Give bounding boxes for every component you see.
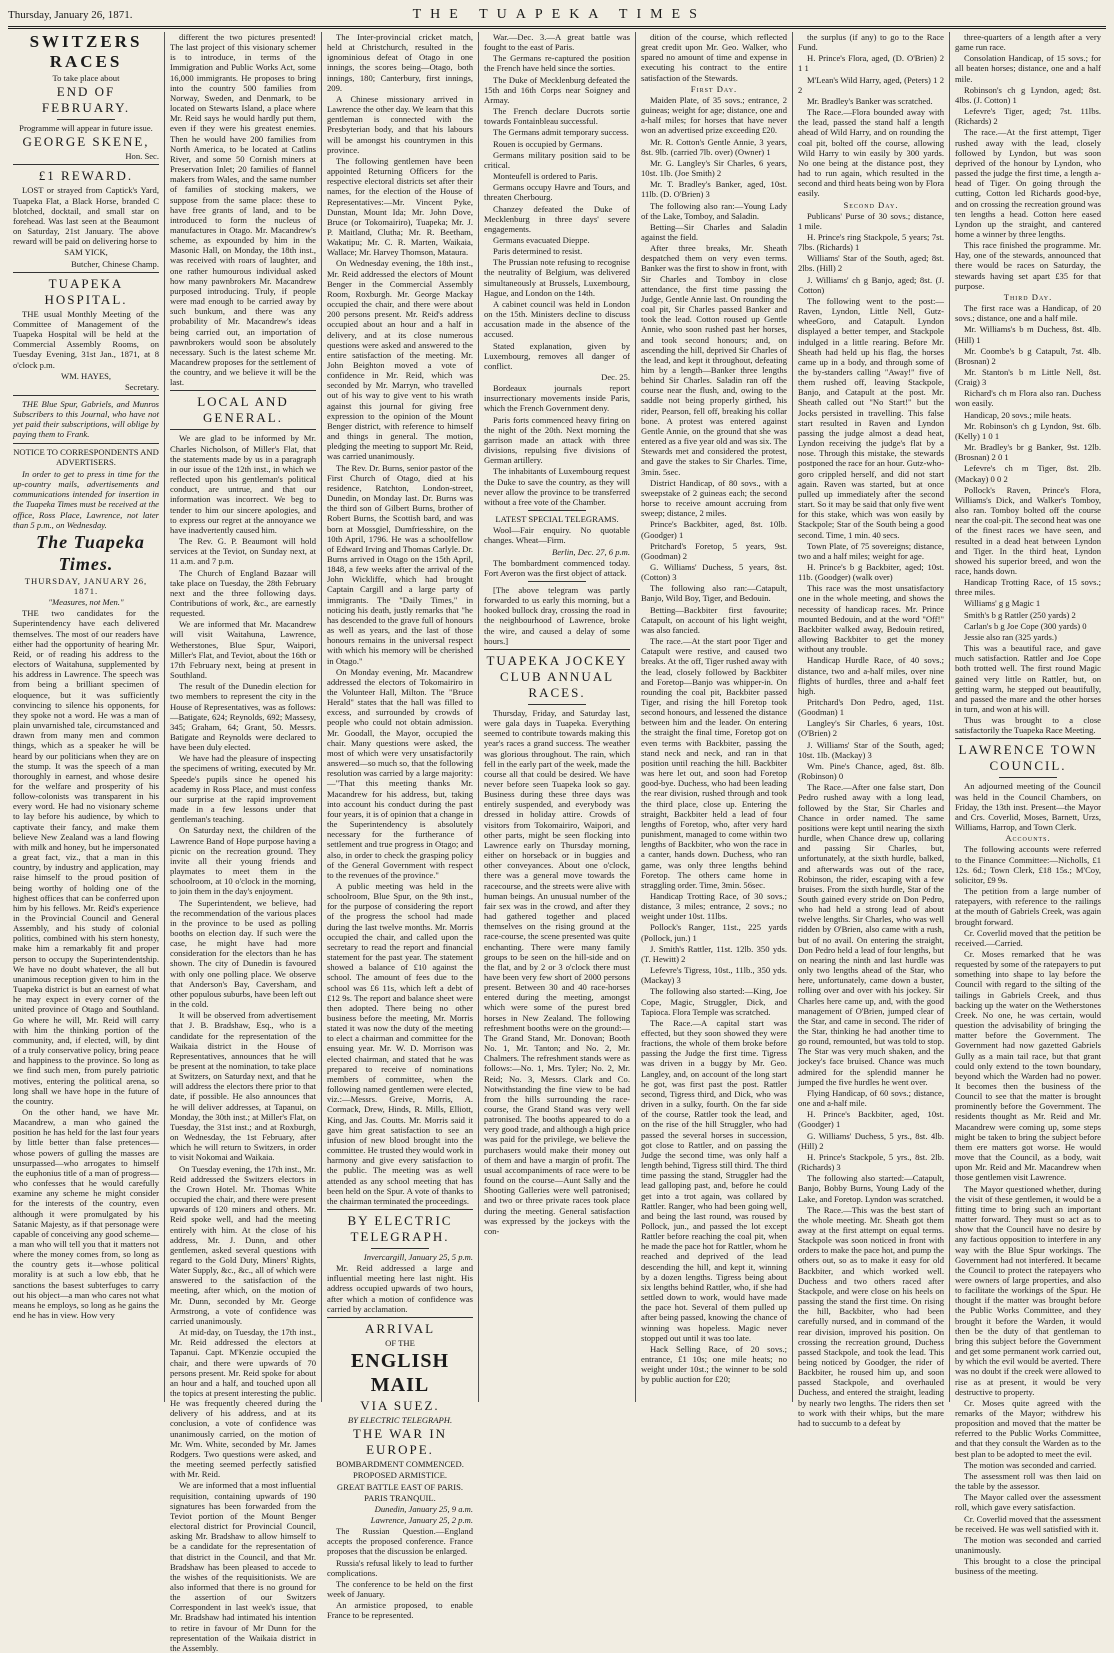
article-paragraph: Carlan's b g Joe Cope (300 yards) 0 — [964, 620, 1087, 631]
article-paragraph: PARIS TRANQUIL. — [364, 1492, 436, 1503]
article-paragraph: Bordeaux journals report insurrectionary movements inside Paris, which the French Government deny. — [484, 383, 630, 414]
article-paragraph: GREAT BATTLE EAST OF PARIS. — [336, 1481, 464, 1492]
article-paragraph: "Measures, not Men." — [48, 597, 124, 608]
column-rule — [13, 395, 159, 396]
article-paragraph: BY ELECTRIC TELEGRAPH. — [347, 1415, 453, 1426]
article-paragraph: Town Plate, of 75 sovereigns; distance, two and a half miles; weight for age. — [798, 540, 944, 561]
article-paragraph: Mr. Coombe's b g Catapult, 7st. 4lb. (Brosnan) 2 — [955, 345, 1101, 366]
article-paragraph: M'Lean's Wild Harry, aged, (Peters) 1 2 2 — [798, 74, 944, 95]
column-rule — [371, 1248, 429, 1249]
article-paragraph: TUAPEKA JOCKEY CLUB ANNUAL RACES. — [486, 652, 628, 700]
article-paragraph: Accounts. — [1005, 833, 1051, 844]
article-paragraph: SWITZERS RACES — [29, 32, 143, 71]
article-paragraph: Berlin, Dec. 27, 6 p.m. — [551, 546, 630, 557]
article-paragraph: The following also ran:—Young Lady of the Lake, Tomboy, and Saladin. — [641, 200, 787, 221]
column-rule — [13, 272, 159, 273]
article-paragraph: The following also ran:—Catapult, Banjo, Wild Boy, Tiger, and Bedouin. — [641, 583, 787, 604]
article-paragraph: Mr. Williams's b m Duchess, 8st. 4lb. (Hill) 1 — [955, 324, 1101, 345]
article-paragraph: Handicap Hurdle Race, of 40 sovs.; distance, two and a-half miles, over nine flights of hurdles, three and a-half feet high. — [798, 655, 944, 696]
article-paragraph: J. Williams' Star of the South, aged; 10st. 1lb. (Mackay) 3 — [798, 739, 944, 760]
article-paragraph: The motion was seconded and carried. — [964, 1459, 1097, 1470]
article-paragraph: A public meeting was held in the schoolroom, Blue Spur, on the 9th inst., for the purpose of considering the report of the progress the school had made during the last twelve months. Mr. Morris occupied the chair, and called upon the secretary to read the report and financial statement for the past year. The statement showed a balance of £10 against the school. The amount of fees due to the school was £6 11s, which left a debt of £12 9s. The report and balance sheet were then adopted. There being no other business before the meeting, Mr. Morris stated it was now the duty of the meeting to elect a chairman and committee for the ensuing year. Mr. W. D. Morrison was elected chairman, and stated that he was prepared to receive of nominations members of committee, when the following named gentlemen were elected, viz.:—Messrs. Greive, Morris, A. Cormack, Drew, Hinds, R. Mills, Elliott, King, and Jas. Coutts. Mr. Morris said it gave him great satisfaction to see an infusion of new blood brought into the committee. He trusted they would work in harmony and give every satisfaction to the public. The meeting was as well attended as any school meeting that has been held on the Spur. A vote of thanks to the chairman terminated the proceedings. — [327, 880, 473, 1206]
column-rule — [327, 1209, 473, 1210]
article-paragraph: H. Prince's Flora, aged, (D. O'Brien) 2 1 1 — [798, 53, 944, 74]
article-paragraph: THE two candidates for the Superintendency have each delivered themselves. The most of our readers have either had the opportunity of hearing Mr. Reid, or of reading his address to the electors of Waitahuna, supplemented by his address in Lawrence. The speech was from being a brilliant specimen of eloquence, but it was sufficiently convincing to silence his opponents, for they spoke not a word. He was a man of plain unvarnished tale, circumstanced and drawn from many men and common things, which as a speaker he will be heard by our politicians when they are on the stump. It was the speech of a man thoroughly in earnest, and whose desire for the welfare and prosperity of his follow-colonists was transparent in his every word. He had no visionary scheme to lay before his audience, by which to captivate their fancy, and make them believe New Zealand was a land flowing with milk and honey, but he impersonated a great fact, viz., that a man in this country, by industry and application, may raise himself to the proud position of being worthy of holding one of the highest offices that can be conferred upon him by his fellows. Mr. Reid's experience in the Provincial Council and General Assembly, and his study of colonial politics, combined with his stern honesty, make him a remarkably fit and proper person to occupy the Superintendentship. We have no doubt whatever, the all but unanimous reception given to him in the Tuapeka district is but an earnest of what he may expect in every corner of the united province of Otago and Southland. Go where he will, Mr. Reid will carry with him the thinking portion of the community, and, if elected, will, by dint of a truly conservative policy, bring peace and happiness to the province. So long as we find such men, from purely patriotic motives, entering the political arena, so long shall we have hope in the future of the country. — [13, 608, 159, 1106]
article-paragraph: Lefevre's Tigress, 10st., 11lb., 350 yds. (Mackay) 3 — [641, 965, 787, 986]
article-paragraph: The Tuapeka Times. — [36, 531, 145, 574]
columns — [8, 32, 1106, 1653]
article-paragraph: Maiden Plate, of 35 sovs.; entrance, 2 guineas; weight for age; distance, one and a-half miles; for horses that have never won an advertised prize exceeding £20. — [641, 94, 787, 136]
article-paragraph: The Mayor called over the assessment roll, which gave every satisfaction. — [955, 1492, 1101, 1513]
article-paragraph: This race was the most unsatisfactory one in the whole meeting, and shows the necessity of handicap races. Mr. Prince mounted Bedouin, and at the word "Off!" Backbiter walked away, Bedouin retired, allowing Backbiter to get the money without any trouble. — [798, 583, 944, 655]
article-paragraph: Mr. T. Bradley's Banker, aged, 10st. 11lb. (D. O'Brien) 3 — [641, 179, 787, 200]
article-paragraph: To take place about — [52, 73, 120, 83]
article-paragraph: The Race.—A capital start was effected, but they soon showed they were fractions, the whole of them broke before passing the Judge the first time. Tigress was driven in a buggy by Mr. Geo. Langley, and, on account of the long start he got, was first past the post. Rattler second, Tigress third, and Dick, who was driven in a sulky, fourth. On the far side of the course, Rattler took the lead, and on the rise of the hill Struggler, who had passed the several horses in succession, got close to Rattler, and on passing the Judge the second time, was only half a length behind, Tigress still third. The third time passing the stand, Struggler had the lead galloping past, and, before he could get into a trot again, was collared by Rattler. Ranger, who had been going well, and being the last round, was roused by Pollock, jun., and passed the lot except Rattler before reaching the coal pit, when he made the pace hot for Rattler, whom he reached and deprived of the lead descending the hill, and kept it, winning by a dozen lengths. Tigress being about six lengths behind Rattler, who, if she had settled down to work, would have made the pace hot. Several of them pulled up after being passed, knowing the chance of winning was hopeless. Magic never stopped out until it was too late. — [641, 1017, 787, 1343]
column-7 — [950, 32, 1106, 1577]
article-paragraph: THE WAR IN EUROPE. — [352, 1426, 448, 1458]
article-paragraph: H. Prince's b g Backbiter, aged; 10st. 11b. (Goodger) (walk over) — [798, 561, 944, 583]
article-paragraph: Consolation Handicap, of 15 sovs.; for all beaten horses; distance, one and a half mile. — [955, 53, 1101, 84]
article-paragraph: District Handicap, of 80 sovs., with a sweepstake of 2 guineas each; the second horse to receive amount accruing from sweep; distance, 2 miles. — [641, 477, 787, 519]
article-paragraph: BY ELECTRIC TELEGRAPH. — [347, 1212, 453, 1244]
article-paragraph: Secretary. — [124, 381, 159, 392]
article-paragraph: Betting—Sir Charles and Saladin against the field. — [641, 221, 787, 242]
article-paragraph: three-quarters of a length after a very game run race. — [955, 32, 1101, 53]
article-paragraph: We are informed that Mr. Macandrew will visit Waitahuna, Lawrence, Wetherstones, Blue Spur, Waipori, Miller's Flat, and Teviot, about the 16th or 17th February next, being at present in Southland. — [170, 619, 316, 681]
article-paragraph: Mr. G. Langley's Sir Charles, 6 years, 10st. 1lb. (Joe Smith) 2 — [641, 157, 787, 179]
article-paragraph: The Rev. Dr. Burns, senior pastor of the First Church of Otago, died at his residence, Ratchton, London-street, Dunedin, on Monday last. Dr. Burns was the third son of Gilbert Burns, brother of Robert Burns, the Scottish bard, and was born at Mossgiel, Dumfriesshire, on the 10th April, 1796. He was a schoolfellow of Edward Irving and Thomas Carlyle. Dr. Burns arrived in Otago on the 15th April, 1848, a few weeks after the arrival of the John Wickliffe, which had brought Captain Cargill and a large party of immigrants. The "Daily Times," in noticing his death, justly remarks that "he has descended to the grave full of honours as well as years, and the last of those honours remains in the universal respect with which his memory will be cherished in Otago." — [327, 462, 473, 666]
article-paragraph: Cr. Moses remarked that he was requested by some of the ratepayers to put something into shape to lay before the Council with regard to the silting of the tailings in Gabriels Creek, and thus backing up the water on the Wetherstones Creek. No one, he was certain, would question the advisability of bringing the matter before the Government. The Government had now gazetted Gabriels Gully as a main tail race, but that grant could only extend to the town boundary, beyond which the Warden had no power. It becomes then the business of the Council to see that the matter is brought prominently before the Government. The residents thought as Mr. Reid and Mr. Macandrew were coming up, some steps might be taken to bring the subject before them ere matters got worse. He would move that the Council, as a body, wait upon Mr. Reid and Mr. Macandrew when those gentlemen visit Lawrence. — [955, 948, 1101, 1183]
article-paragraph: The Germans re-captured the position the French have held since the sorties. — [484, 53, 630, 74]
article-paragraph: The Church of England Bazaar will take place on Tuesday, the 28th February next and the three following days. Contributions of work, &c., are earnestly requested. — [170, 567, 316, 619]
column-rule — [13, 443, 159, 444]
article-paragraph: Wool—Fair enquiry. No quotable changes. Wheat—Firm. — [484, 525, 630, 546]
article-paragraph: BOMBARDMENT COMMENCED. — [336, 1459, 464, 1470]
article-paragraph: Third Day. — [1003, 291, 1053, 302]
column-rule — [484, 649, 630, 650]
article-paragraph: Jessie also ran (325 yards.) — [964, 631, 1057, 642]
article-paragraph: The race.—At the start poor Tiger and Catapult were restive, and caused two breaks. At the off, Tiger rushed away with the lead, closely followed by Backbiter and Foretop—Banjo was whipper-in. On rounding the coal pit, Backbiter passed Tiger, and rising the hill Foretop took second honours, and lessened the distance between him and the leader. On entering the straight the final time, Foretop got on even terms with Backbiter, passing the stand neck and neck, and ran in that position until reaching the hill. Backbiter was here let out, and soon had Foretop good-bye. Duchess, who had been leading the rear division, rushed through and took the third place, close up. Entering the straight, Backbiter held a lead of four lengths of Foretop, who, after very hard punishment, managed to come within two lengths of Backbiter, who won the race in a canter, hands down. Duchess, who ran game, was only three lengths behind Foretop. The others came home in straggling order. Time, 3min. 56sec. — [641, 636, 787, 890]
article-paragraph: Mr. Bradley's Banker was scratched. — [807, 95, 933, 106]
article-paragraph: The following gentlemen have been appointed Returning Officers for the respective electoral districts set after their names, for the election of the House of Representatives:—Mr. Vincent Pyke, Dunstan, Mount Ida; Mr. John Dove, Bruce (or Tokomairiro), Tuapeka; Mr. J. P. Maitland, Clutha; Mr. R. Beetham, Wakatipu; Mr. C. R. Marten, Waikaia, Wallace; Mr. Harvey Thomson, Mataura. — [327, 155, 473, 258]
article-paragraph: Dunedin, January 25, 9 a.m. — [374, 1503, 473, 1514]
article-paragraph: The race.—At the first attempt, Tiger rushed away with the lead, closely followed by Lyndon, but was soon deprived of the honour by Lyndon, who passed the judge the first time, a length a-head of Tiger. On going through the cutting, Cotton led Richards good-bye, and on crossing the recreation ground was ten lengths a head. Cotton here eased Lyndon up the straight, and cantered home a winner by three lengths. — [955, 127, 1101, 239]
article-paragraph: VIA SUEZ. — [360, 1398, 440, 1414]
article-paragraph: The Race.—After one false start, Don Pedro rushed away with a long lead, followed by the Star, Sir Charles and Chance in order named. The same positions were kept until nearing the sixth hurdle, when Chance drew up, collaring and passing Sir Charles, but, unfortunately, at the sixth hurdle, balked, and afterwards was out of the race, Robinson, the rider, escaping with a few bruises. From the sixth hurdle, Star of the South gained every stride on Don Pedro, who had held a strong lead of about twelve lengths. Sir Charles, who was well ridden by O'Brien, also came with a rush, but of no avail. On entering the straight, Don Pedro held a lead of four lengths, but on nearing the ninth and last hurdle was only two lengths ahead of the Star, who here, unfortunately, came down a buster, rolling over and over with his jockey. Sir Charles here came up, and, with the good management of O'Brien, jumped clear of the Star, and came in second. The rider of the Star, thinking he had another time to go round, remounted, but was told to stop. The Star was very much shaken, and the jockey's face bruised. Chance was much admired for the splendid manner he jumped the five hurdles he went over. — [798, 782, 944, 1087]
column-5 — [636, 32, 793, 1402]
article-paragraph: Handicap Trotting Race, of 15 sovs.; three miles. — [955, 577, 1101, 598]
article-paragraph: OF THE — [385, 1337, 415, 1348]
column-1 — [8, 32, 165, 1402]
article-paragraph: On the other hand, we have Mr. Macandrew, a man who gained the position he has held for the last four years by little better than false pretences—whose powers of gulling the masses are unsurpassed—who arrogates to himself the euphonius title of a man of progress—who confesses that he would carefully examine any scheme he might consider for the interests of the country, even although it were promulgated by his Satanic Majesty, as if that personage were capable of conceiving any good scheme—a man who will tell you that it matters not where the money comes from, so long as the country gets it—whose political morality is at such a low ebb, that he sanctions the basest subterfuges to carry out his object—a man who cares not what means he employs, so long as he gains the end he has in view. How very — [13, 1106, 159, 1321]
article-paragraph: Butcher, Chinese Champ. — [71, 258, 159, 269]
article-paragraph: LOCAL AND GENERAL. — [197, 394, 289, 426]
article-paragraph: Invercargill, January 25, 5 p.m. — [363, 1251, 473, 1262]
article-paragraph: Germans occupy Havre and Tours, and threaten Cherbourg. — [484, 182, 630, 203]
article-paragraph: The Duke of Mecklenburg defeated the 15th and 16th Corps near Soigney and Armay. — [484, 74, 630, 105]
column-rule — [170, 429, 316, 430]
article-paragraph: The following also started:—Catapult, Banjo, Bobby Burns, Young Lady of the Lake, and Foretop. Lyndon was scratched. — [798, 1173, 944, 1204]
column-rule — [170, 390, 316, 391]
article-paragraph: Langley's Sir Charles, 6 years, 10st. (O'Brien) 2 — [798, 718, 944, 739]
article-paragraph: Richard's ch m Flora also ran. Duchess won easily. — [955, 388, 1101, 409]
article-paragraph: Chanzey defeated the Duke of Mecklenburg in three days' severe engagements. — [484, 203, 630, 234]
column-rule — [955, 738, 1101, 739]
article-paragraph: Mr. Stanton's b m Little Nell, 8st. (Craig) 3 — [955, 367, 1101, 388]
article-paragraph: After three breaks, Mr. Sheath despatched them on very even terms. Banker was the first to show in front, with Sir Charles and Tomboy in close attendance, the first time passing the Judge, Gentle Annie last. On rounding the coal pit, Sir Charles passed Banker and took the lead. Cotton roused up Gentle Annie, who soon rushed past her horses, and took second honours; and, on ascending the hill, deprived Sir Charles of the lead, and kept it throughout, defeating him by a length—Banker three lengths behind Sir Charles. Saladin ran off the course near the flush, and, owing to the saddle not being properly girthed, his rider, Pearson, fell off, breaking his collar bone. A protest was entered against Gentle Annie, on the ground that she was entered as a five year old and was six. The Stewards met and considered the protest, and gave the stakes to Sir Charles. Time, 3min. 5sec. — [641, 243, 787, 477]
article-paragraph: Williams' Star of the South, aged; 8st. 2lbs. (Hill) 2 — [798, 253, 944, 274]
column-rule — [999, 777, 1057, 778]
article-paragraph: The following also started:—King, Joe Cope, Magic, Struggler, Dick, and Tapioca. Flora Temple was scratched. — [641, 986, 787, 1017]
article-paragraph: Hack Selling Race, of 20 sovs.; entrance, £1 10s; one mile heats; no weight under 10st.; the winner to be sold by public auction for £20; — [641, 1343, 787, 1385]
article-paragraph: The inhabitants of Luxembourg request the Duke to save the country, as they will never allow the province to be transferred without a free vote of the Chamber. — [484, 466, 630, 507]
article-paragraph: Cr. Coverlid moved that the assessment be received. He was well satisfied with it. — [955, 1513, 1101, 1534]
article-paragraph: The petition from a large number of ratepayers, with reference to the railings at the mouth of Gabriels Creek, was again brought forward. — [955, 886, 1101, 927]
article-paragraph: Stated explanation, given by Luxembourg, removes all danger of conflict. — [484, 340, 630, 371]
article-paragraph: Lefevre's Tiger, aged; 7st. 11lbs. (Richards) 2 — [955, 106, 1101, 127]
article-paragraph: Mr. Reid addressed a large and influential meeting here last night. His address occupied upwards of two hours, after which a motion of confidence was carried by acclamation. — [327, 1263, 473, 1314]
article-paragraph: G. Williams' Duchess, 5 years, 8st. (Cotton) 3 — [641, 561, 787, 583]
column-rule — [13, 164, 159, 165]
article-paragraph: H. Prince's Backbiter, aged, 10st. (Goodger) 1 — [798, 1109, 944, 1130]
article-paragraph: Cr. Coverlid moved that the petition be received.—Carried. — [955, 927, 1101, 948]
article-paragraph: Pollock's Raven, Prince's Flora, Williams's Dick, and Walker's Tomboy, also ran. Tomboy bolted off the course near the coal-pit. The second heat was one of the finest races we have seen, and resulted in a dead heat between Lyndon and Tiger. In the third heat, Lyndon showed his superior breed, and won the race, hands down. — [955, 484, 1101, 576]
article-paragraph: Paris forts commenced heavy firing on the night of the 20th. Next morning the garrison made an attack with three divisions, repulsing five divisions of German artillery. — [484, 414, 630, 466]
article-paragraph: The Inter-provincial cricket match, held at Christchurch, resulted in the ignominious defeat of Otago in one innings, the scores being—Otago, both innings, 180; Canterbury, first innings, 209. — [327, 32, 473, 93]
article-paragraph: We are informed that a most influential requisition, containing upwards of 190 signatures has been forwarded from the Teviot portion of the Mount Benger electoral district for Provincial Council, asking Mr. Bradshaw to allow himself to be a candidate for the representation of that district in the Council, and that Mr. Bradshaw has been pleased to accede to the wishes of the requisitionists. We are also informed that there is no ground for the assertion of our Switzers Correspondent in last week's issue, that Mr. Bradshaw had intimated his intention to retire in favour of Mr Dunn for the representation of the Waikaia district in the Assembly. — [170, 1480, 316, 1653]
article-paragraph: Prince's Backbiter, aged, 8st. 10lb. (Goodger) 1 — [641, 519, 787, 540]
column-rule — [57, 119, 115, 120]
article-paragraph: A Chinese missionary arrived in Lawrence the other day. We learn that this gentleman is connected with the Presbyterian body, and that his labours will be amongst his countrymen in this province. — [327, 93, 473, 155]
article-paragraph: Germans evacuated Dieppe. — [493, 234, 590, 245]
article-paragraph: First Day. — [690, 83, 738, 94]
article-paragraph: A cabinet council was held in London on the 15th. Ministers decline to discuss accusation made in the absence of the accused. — [484, 298, 630, 340]
column-rule — [528, 510, 586, 511]
article-paragraph: Williams' g g Magic 1 — [964, 598, 1041, 609]
column-4 — [479, 32, 636, 1402]
article-paragraph: We have had the pleasure of inspecting the specimens of writing, executed by Mr. Speede's pupils since he opened his academy in Ross Place, and must confess our surprise at the rapid improvement made in a few lessons under that gentleman's teaching. — [170, 753, 316, 825]
article-paragraph: Cr. Moses quite agreed with the remarks of the Mayor; withdrew his proposition and moved that the matter be referred to the Public Works Committee, and that they consult the Warden as to the best plan to be adopted to meet the evil. — [955, 1397, 1101, 1459]
article-paragraph: The motion was seconded and carried unanimously. — [955, 1534, 1101, 1556]
article-paragraph: At mid-day, on Tuesday, the 17th inst., Mr. Reid addressed the electors at Tapanui. Capt. M'Kenzie occupied the chair, and there were upwards of 70 persons present. Mr. Reid spoke for about an hour and a half, and touched upon all the topics at present interesting the public. He was frequently cheered during the delivery of his address, and at its conclusion, a vote of confidence was unanimously carried, on the motion of Mr. Wm. White, seconded by Mr. James Rodgers. Two questions were asked, and the meeting seemed perfectly satisfied with Mr. Reid. — [170, 1327, 316, 1480]
article-paragraph: Flying Handicap, of 60 sovs.; distance, one and a-half mile. — [798, 1087, 944, 1109]
article-paragraph: Thus was brought to a close satisfactorily the Tuapeka Race Meeting. — [955, 715, 1101, 736]
article-paragraph: The Russian Question.—England accepts the proposed conference. France proposes that the discussion be enlarged. — [327, 1526, 473, 1557]
article-paragraph: The Race.—Flora bounded away with the lead, passed the stand half a length ahead of Wild Harry, and on rounding the coal pit, bolted off the course, allowing Wild Harry to win easily by 300 yards. No one being at the distance post, they had to run again, which resulted in the second and third heats being won by Flora easily. — [798, 107, 944, 199]
article-paragraph: The Mayor questioned whether, during the visit of these gentlemen, it would be a fitting time to bring such an important matter forward. They must so act as to show that the Council have no desire by any factious opposition to interfere in any way with the Blue Spur workings. The Government had not interfered. It became the Council to protect the ratepayers who were owners of large properties, and also to facilitate the workings of the Spur. He thought if the matter was brought before the Public Works Committee, and they brought it before the Warden, it would then be the duty of that gentleman to bring this subject before the Government and get some permanent work carried out, by which the evil would be averted. There was no doubt if the creek were allowed to rise as at present, it would be very destructive to property. — [955, 1183, 1101, 1397]
article-paragraph: dition of the course, which reflected great credit upon Mr. Geo. Walker, who spared no amount of time and expense in executing his contract to the entire satisfaction of the Stewards. — [641, 32, 787, 83]
article-paragraph: On Monday evening, Mr. Macandrew addressed the electors of Tokomairiro in the Volunteer Hall, Milton. The "Bruce Herald" states that the hall was filled to excess, and surrounded by crowds of people who could not obtain admission. Mr. Goodall, the Mayor, occupied the chair. Many questions were asked, the most of which were very unsatisfactorily answered—so much so, that the following resolution was carried by a large majority:—"That this meeting thanks Mr. Macandrew for his address, but, taking into account his conduct during the past four years, it is of opinion that a change in the Superintendency is absolutely necessary for the furtherance of settlement and true progress in Otago; and also, in order to check the grasping policy of the General Government with respect to the revenues of the province." — [327, 666, 473, 880]
masthead-rule — [8, 26, 1106, 27]
article-paragraph: War.—Dec. 3.—A great battle was fought to the east of Paris. — [484, 32, 630, 53]
article-paragraph: LATEST SPECIAL TELEGRAMS. — [495, 514, 619, 525]
article-paragraph: The French declare Ducrots sortie towards Fontainbleau successful. — [484, 106, 630, 127]
article-paragraph: The following went to the post:—Raven, Lyndon, Little Nell, Gutz-wheeGoro, and Catapult. Lyndon displayed a better temper, and Stackpole indulged in a little rearing. Before Mr. Sheath had held up his flag, the horses came up in a body, and through some of the by-standers calling "Away!" five of them rushed off, leaving Stackpole, Banjo, and Catapult at the post. Mr. Sheath called out "No Start!" but the Jocks persisted in travelling. This false start resulted in Raven and Lyndon passing the judge almost a dead heat, Lyndon receiving the judge's flat by a nose. Through this mistake, the stewards postponed the race for an hour. Gutz-who-goro crippled herself, and did not start again. Raven was started, but at once pulled up immediately after the second start. So it may be said that only five went for this stake, which was won easily by Stackpole; Star of the South being a good second. Time, 1 min. 40 secs. — [798, 295, 944, 540]
article-paragraph: The Rev. G. P. Beaumont will hold services at the Teviot, on Sunday next, at 11 a.m. and 7 p.m. — [170, 536, 316, 567]
article-paragraph: H. Prince's ring Stackpole, 5 years; 7st. 7lbs. (Richards) 1 — [798, 231, 944, 253]
article-paragraph: Mr. R. Cotton's Gentle Annie, 3 years, 8st. 9lb. (carried 7lb. over) (Owner) 1 — [641, 136, 787, 157]
article-paragraph: Monteufell is ordered to Paris. — [493, 171, 598, 182]
article-paragraph: G. Williams' Duchess, 5 yrs., 8st. 4lb. (Hill) 2 — [798, 1130, 944, 1151]
column-6 — [793, 32, 950, 1428]
article-paragraph: GEORGE SKENE, — [22, 134, 150, 150]
article-paragraph: The Prussian note refusing to recognise the neutrality of Belgium, was delivered simultaneously at Brussels, Luxembourg, Hague, and London on the 14th. — [484, 257, 630, 298]
column-rule — [528, 704, 586, 705]
article-paragraph: The Superintendent, we believe, had the recommendation of the various places in the province to be used as polling booths on election day. If such were the case, he might have had more consideration for the electors than he has shown. The city of Dunedin is favoured with only one polling place. We observe that Anderson's Bay, Caversham, and other populous suburbs, have been left out in the cold. — [170, 897, 316, 1010]
article-paragraph: It will be observed from advertisement that J. B. Bradshaw, Esq., who is a candidate for the representation of the Waikaia district in the House of Representatives, announces that he will be present at the nomination, to take place at Switzers, on Saturday next, and that he will address the electors there prior to that date, if possible. He also announces that he will deliver addresses, at Tapanui, on Monday, the 30th inst.; at Miller's Flat, on Tuesday, the 31st inst.; and at Roxburgh, on Wednesday, the 1st February, after which he will return to Switzers, in order to visit Nokomai and Waikaia. — [170, 1010, 316, 1163]
article-paragraph: [The above telegram was partly forwarded to us early this morning, but a hooked bullock dray, crossing the road in the neighbourhood of Lawrence, broke the wire, and caused a delay of some hours.] — [484, 584, 630, 646]
article-paragraph: Second Day. — [843, 199, 899, 210]
article-paragraph: This brought to a close the principal business of the meeting. — [955, 1556, 1101, 1577]
article-paragraph: THE Blue Spur, Gabriels, and Munros Subscribers to this Journal, who have not yet paid their subscriptions, will oblige by paying them to Frank. — [13, 398, 159, 440]
article-paragraph: £1 REWARD. — [38, 168, 134, 184]
article-paragraph: Betting—Backbiter first favourite; Catapult, on account of his light weight, was also fancied. — [641, 604, 787, 635]
article-paragraph: Handicap, 20 sovs.; mile heats. — [964, 409, 1072, 420]
article-paragraph: Robinson's ch g Lyndon, aged; 8st. 4lbs. (J. Cotton) 1 — [955, 84, 1101, 105]
article-paragraph: TUAPEKA HOSPITAL. — [44, 275, 128, 307]
article-paragraph: On Tuesday evening, the 17th inst., Mr. Reid addressed the Switzers electors in the Crown Hotel. Mr. Thomas White occupied the chair, and there were present upwards of 120 miners and others. Mr. Reid spoke well, and had the meeting entirely with him. At the close of his address, Mr. J. Dunn, and other gentlemen, asked several questions with regard to the Gold Duty, Miners' Rights, Water Supply, &c., &c., all of which were answered to the satisfaction of the meeting, after which, on the motion of Mr. Dunn, seconded by Mr. George Armstrong, a vote of confidence was carried unanimously. — [170, 1163, 316, 1326]
article-paragraph: ENGLISH MAIL — [350, 1350, 450, 1397]
article-paragraph: PROPOSED ARMISTICE. — [352, 1470, 448, 1481]
article-paragraph: Smith's b g Rattler (250 yards) 2 — [964, 609, 1076, 620]
newspaper-title: THE TUAPEKA TIMES — [412, 7, 706, 22]
article-paragraph: Mr. Robinson's ch g Lyndon, 9st. 6lb. (Kelly) 1 0 1 — [955, 420, 1101, 441]
article-paragraph: This race finished the programme. Mr. Hay, one of the stewards, announced that there would be races on Saturday, the stewards having set apart £35 for that purpose. — [955, 240, 1101, 291]
article-paragraph: An armistice proposed, to enable France to be represented. — [327, 1600, 473, 1621]
article-paragraph: The conference to be held on the first week of January. — [327, 1578, 473, 1600]
article-paragraph: Programme will appear in future issue. — [19, 123, 153, 134]
article-paragraph: LAWRENCE TOWN COUNCIL. — [958, 742, 1098, 774]
article-paragraph: Pritchard's Foretop, 5 years, 9st. (Goodman) 2 — [641, 540, 787, 561]
article-paragraph: THE usual Monthly Meeting of the Committee of Management of the Tuapeka Hospital will be held at the Commercial Assembly Rooms, on Tuesday Evening, 31st Jan., 1871, at 8 o'clock p.m. — [13, 308, 159, 370]
article-paragraph: Lefevre's ch m Tiger, 8st. 2lb. (Mackay) 0 0 2 — [955, 463, 1101, 484]
article-paragraph: Mr. Bradley's br g Banker, 9st. 12lb. (Brosnan) 2 0 1 — [955, 442, 1101, 463]
article-paragraph: The result of the Dunedin election for two members to represent the city in the House of Representatives, was as follows:—Batigate, 624; Reynolds, 692; Massesy, 345; Graham, 64; Grant, 50. Messrs. Batigate and Reynolds were declared to have been duly elected. — [170, 681, 316, 753]
column-rule — [528, 581, 586, 582]
article-paragraph: This was a beautiful race, and gave much satisfaction. Rattler and Joe Cope both trotted well. The first round Magic gained very little on Rattler, but, on getting warm, he stepped out beautifully, and passed the mare and the other horses in turn, and won at his will. — [955, 643, 1101, 714]
article-paragraph: In order to get to press in time for the up-country mails, advertisements and communications intended for insertion in the Tuapeka Times must be received at the office, Ross Place, Lawrence, not later than 5 p.m., on Wednesday. — [13, 468, 159, 530]
masthead-rule-lower — [8, 28, 1106, 29]
article-paragraph: Publicans' Purse of 30 sovs.; distance, 1 mile. — [798, 210, 944, 231]
article-paragraph: Lawrence, January 25, 2 p.m. — [370, 1515, 473, 1525]
article-paragraph: On Saturday next, the children of the Lawrence Band of Hope purpose having a picnic on the recreation ground. They invite all their young friends and playmates to meet them in the schoolroom, at 10 o'clock in the morning, to join them in the day's enjoyment. — [170, 825, 316, 897]
article-paragraph: An adjourned meeting of the Council was held in the Council Chambers, on Friday, the 13th inst. Present—the Mayor and Crs. Coverlid, Moses, Barnett, Urzs, Williams, Harrop, and Town Clerk. — [955, 781, 1101, 833]
article-paragraph: Wm. Pine's Chance, aged, 8st. 8lb. (Robinson) 0 — [798, 760, 944, 782]
article-paragraph: LOST or strayed from Captick's Yard, Tuapeka Flat, a Black Horse, branded C blotched, docktail, and small star on forehead. Was last seen at the Beaumont on Saturday, 21st January. The above reward will be paid on delivering horse to — [13, 185, 159, 247]
article-paragraph: WM. HAYES, — [60, 370, 112, 381]
article-paragraph: The Germans admit temporary success. — [493, 127, 629, 138]
article-paragraph: The Race.—This was the best start of the whole meeting. Mr. Sheath got them away at the first attempt on equal terms. Stackpole was soon noticed in front with orders to make the pace hot, and pump the others out, so as to make it easy for old Backbiter, and which worked well. Duchess and two others raced after Stackpole, and were close on his heels on passing the stand the first time. On rising the hill, Backbiter, who had been carefully nursed, and in command of the rear division, improved his position. On crossing the recreation ground, Duchess passed Stackpole, and took the lead. This being noticed by Goodger, the rider of Backbiter, he roused him up, and soon passed Stackpole, and overhauled Duchess, and entered the straight, leading by nearly two lengths. The riders then set to work with their whips, but the mare had to succumb to a defeat by — [798, 1204, 944, 1428]
article-paragraph: We are glad to be informed by Mr. Charles Nicholson, of Miller's Flat, that the statements made by us in a paragraph in our issue of the 12th inst., in which we reflected upon his gentleman's political conduct, are untrue, and that our information was incorrect. We beg to tender to him our sincere apologies, and to express our regret at the annoyance we have inadvertently caused him. — [170, 433, 316, 535]
article-paragraph: THURSDAY, JANUARY 26, 1871. — [24, 575, 148, 596]
article-paragraph: Handicap Trotting Race, of 30 sovs.; distance, 3 miles; entrance, 2 sovs.; no weight under 10st. 11lbs. — [641, 890, 787, 922]
article-paragraph: Pollock's Ranger, 11st., 225 yards (Pollock, jun.) 1 — [641, 922, 787, 943]
article-paragraph: The first race was a Handicap, of 20 sovs.; distance, one and a half mile. — [955, 303, 1101, 324]
article-paragraph: Germans military position said to be critical. — [484, 149, 630, 170]
article-paragraph: Hon. Sec. — [125, 151, 159, 162]
issue-date: Thursday, January 26, 1871. — [8, 9, 133, 21]
article-paragraph: Russia's refusal likely to lead to further complications. — [327, 1557, 473, 1578]
article-paragraph: Paris determined to resist. — [493, 246, 583, 257]
article-paragraph: END OF FEBRUARY. — [41, 84, 131, 116]
article-paragraph: J. Williams' ch g Banjo, aged; 8st. (J. Cotton) — [798, 274, 944, 295]
article-paragraph: Rouen is occupied by Germans. — [493, 138, 603, 149]
article-paragraph: J. Smith's Rattler, 11st. 12lb. 350 yds. (T. Hewitt) 2 — [641, 943, 787, 964]
article-paragraph: SAM YICK, — [64, 247, 108, 258]
article-paragraph: Pritchard's Don Pedro, aged, 11st. (Goodman) 1 — [798, 697, 944, 718]
column-3 — [322, 32, 479, 1621]
article-paragraph: the surplus (if any) to go to the Race Fund. — [798, 32, 944, 53]
article-paragraph: Thursday, Friday, and Saturday last, were gala days in Tuapeka. Everything seemed to contribute towards making this year's races a grand success. The weather was glorious throughout. The rain, which fell in the early part of the week, made the course all that could be desired. We have never before seen Tuapeka look so gay. Business during these three days was entirely suspended, and everybody was dressed in holiday attire. Crowds of visitors from Tokomairiro, Waipori, and other parts, might be seen flocking into Lawrence early on Thursday morning, either on horseback or in buggies and other conveyances. About one o'clock, there was a general move towards the racecourse, and the streets were alive with human beings. An unusual number of the fair sex was in the crowd, and after they had gathered together and placed themselves on the rising ground at the race-course, the scene presented was quite enchanting. There were many family groups to be seen on the hill-side and on the flat, and by 2 or 3 o'clock there must have been very few short of 2000 persons present. Between 30 and 40 race-horses entered during the meeting, amongst which were some of the purest bred horses in New Zealand. The following refreshment booths were on the ground:—The Grand Stand, Mr. Donovan; Booth No. 1, Mr. Tanton; and No. 2, Mr. Chalmers. The refreshment stands were as follows:—No. 1, Mrs. Tyler; No. 2, Mr. Reid; No. 3, Messrs. Clark and Co. Notwithstanding the fine view to be had from the hills surrounding the race-course, the Grand Stand was very well patronised. The booths appeared to do a very good trade, and although a high price was paid for the privilege, we believe the purchasers would make their money out of them and have a margin of profit. The usual accompaniments of race were to be found on the course—Aunt Sally and the Shooting Galleries were well patronised; and two or three private races took place during the meeting. General satisfaction was expressed by the jockeys with the con- — [484, 707, 630, 1236]
article-paragraph: ARRIVAL — [364, 1320, 436, 1336]
column-2 — [165, 32, 322, 1653]
article-paragraph: Dec. 25. — [601, 372, 630, 382]
article-paragraph: H. Prince's Stackpole, 5 yrs., 8st. 2lb. (Richards) 3 — [798, 1151, 944, 1173]
column-rule — [327, 1317, 473, 1318]
article-paragraph: different the two pictures presented! The last project of this visionary schemer is to introduce, in terms of the Immigration and Public Works Act, some 16,000 immigrants. He proposes to bring into the country 500 families from Norway, Sweden, and Denmark, to be located on Stewarts Island, a place where Mr. Reid says he would hardly put them, even if they were his greatest enemies. Then he would have 200 families from North America, to be located at Catlins River, and some 50 Cornish miners at Preservation Inlet; 20 families of flannel makers from Wales, and the same number of families of stocking makers, we suppose from the same place: these to have free grants of land, and to be introduced to form the nucleus of manufactures in Otago. Mr. Macandrew's scheme, as expounded by him in the Masonic Hall, on Monday, the 18th inst., was received with roars of laughter, and one rather humourous individual asked how many pawnbrokers Mr. Macandrew purposed introducing. Truly, if people were mad enough to be carried away by such bunkum, and there was any probability of Mr. Macandrew's ideas being carried out, an importation of pawnbrokers would soon be absolutely necessary. Such is the latest scheme Mr. Macandrew proposes for the settlement of the country, and we believe it will be the last. — [170, 32, 316, 388]
article-paragraph: The following accounts were referred to the Finance Committee:—Nicholls, £1 12s. 6d.; Town Clerk, £18 15s.; M'Coy, solicitor, £9 9s. — [955, 844, 1101, 885]
article-paragraph: NOTICE TO CORRESPONDENTS AND ADVERTISERS. — [13, 446, 159, 467]
article-paragraph: The assessment roll was then laid on the table by the assessor. — [955, 1470, 1101, 1492]
masthead — [8, 6, 1106, 24]
article-paragraph: The bombardment commenced today. Fort Averon was the first object of attack. — [484, 557, 630, 578]
article-paragraph: On Wednesday evening, the 18th inst., Mr. Reid addressed the electors of Mount Benger in the Commercial Assembly Room, Roxburgh. Mr. George Mackay occupied the chair, and there were about 200 persons present. Mr. Reid's address occupied about an hour and a half in delivery, and at its close numerous questions were asked and answered to the entire satisfaction of the meeting. Mr. John Beighton moved a vote of confidence in Mr. Reid, which was seconded by Mr. Marryn, who travelled out of his way to give vent to his wrath against this journal for giving free expression to the opinion of the Mount Benger district, with reference to himself and things in general. The motion, pledging the meeting to support Mr. Reid, was carried unanimously. — [327, 258, 473, 462]
